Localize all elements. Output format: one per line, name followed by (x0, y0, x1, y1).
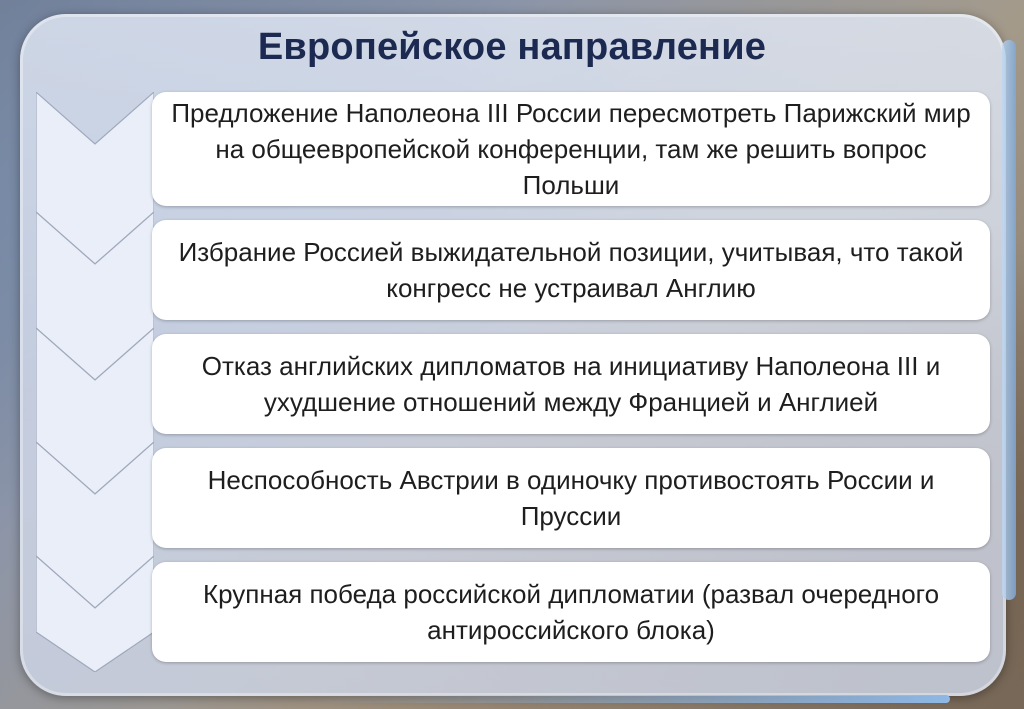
list-item (152, 220, 990, 320)
decorative-bottom-bar (300, 695, 950, 703)
chevron-arrows (36, 92, 154, 672)
item-text: Отказ английских дипломатов на инициативу Наполеона III и ухудшение отношений между Францией и Англией (201, 351, 941, 417)
decorative-side-bar (1002, 40, 1016, 600)
item-text: Неспособность Австрии в одиночку противостоять России и Пруссии (207, 465, 935, 531)
item-text: Избрание Россией выжидательной позиции, учитывая, что такой конгресс не устраивал Англию (178, 237, 964, 303)
item-text: Предложение Наполеона III России пересмотреть Парижский мир на общеевропейской конференции, там же решить вопрос Польши (171, 98, 971, 200)
list-item (152, 448, 990, 548)
chevron-arrow-column (36, 92, 154, 672)
item-text: Крупная победа российской дипломатии (развал очередного антироссийского блока) (202, 579, 940, 645)
list-item (152, 92, 990, 206)
list-item (152, 334, 990, 434)
list-item (152, 562, 990, 662)
slide-title: Европейское направление (257, 26, 767, 68)
